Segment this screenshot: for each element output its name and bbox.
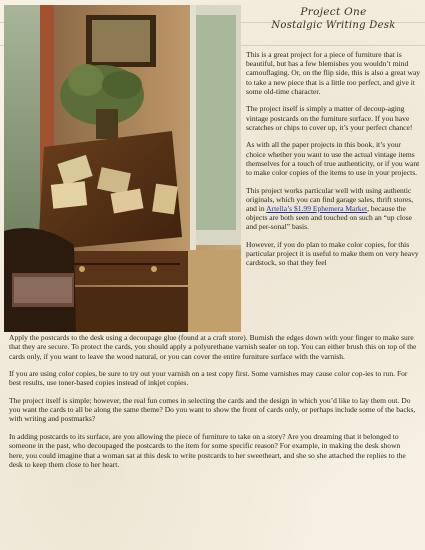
- paragraph: Apply the postcards to the desk using a decoupage glue (found at a craft store). Burnish the edges down with your finger to make sure that they are secure. To protect the cards, you should apply a polyurethane varnish sealer on top. You can either brush this on top of the cards only, if you want to leave the wood natural, or you can cover the entire furniture surface with the varnish.: [9, 333, 417, 361]
- text-run: This project works particular well with using authentic originals, which you can find garage sales, thrift stores, and in: [246, 185, 414, 214]
- right-column-text: [246, 50, 421, 276]
- paragraph: In adding postcards to its surface, are you allowing the piece of furniture to take on a story? Are you dreaming that it belonged to someone in the past, who decoupaged the postcards to the item for some specific reason? For example, in making the desk shown here, you could imagine that a woman sat at this desk to write postcards to her sweetheart, and she so she attached the replies to the desk to keep them close to her heart.: [9, 431, 406, 469]
- title-line-2: Nostalgic Writing Desk: [271, 20, 396, 31]
- paragraph: [246, 50, 421, 96]
- paragraph: However, if you do plan to make color copies, for this particular project it is useful to make them on very heavy cardstock, so that they feel: [246, 240, 419, 268]
- ephemera-market-link[interactable]: Artella’s $1.99 Ephemera Market: [266, 204, 368, 214]
- paragraph: The project itself is simply a matter of decoup-aging vintage postcards on the furniture surface. If you have scratches or chips to cover up, it’s your perfect chance!: [246, 104, 413, 132]
- paragraph: As with all the paper projects in this book, it’s your choice whether you want to use the actual vintage items themselves for a touch of true authenticity, or if you want to make color copies of the items to use in your projects.: [246, 140, 420, 178]
- title-line-1: Project One: [300, 6, 367, 18]
- paragraph: The project itself is simple; however, the real fun comes in selecting the cards and the design in which you’d like to lay them out. Do you want the cards to all be along the same theme? Do you want to show the front of cards only, or perhaps include some of the backs, with writing and postmarks?: [9, 395, 416, 424]
- emphasis-text: too: [346, 77, 357, 87]
- full-width-text: [9, 333, 417, 477]
- text-run: This is a great project for a piece of furniture that is beautiful, but has a few blemishes you wouldn’t mind camouflaging. Or, on the flip side, this is also a great way to take a new piece that is a little: [246, 50, 421, 87]
- text-run: , because the objects are both seen and touched on such an “up close and per-sonal” basis.: [246, 204, 412, 232]
- paragraph: [246, 186, 421, 232]
- paragraph: If you are using color copies, be sure to try out your varnish on a test copy first. Some varnishes may cause color cop-ies to run. For best results, use toner-based copies instead of inkjet copies.: [9, 369, 408, 388]
- writing-desk-illustration: [4, 5, 241, 332]
- writing-desk-photo: [4, 5, 241, 332]
- page-title: [246, 6, 421, 32]
- text-run: perfect, and give it some old-time character.: [246, 77, 415, 96]
